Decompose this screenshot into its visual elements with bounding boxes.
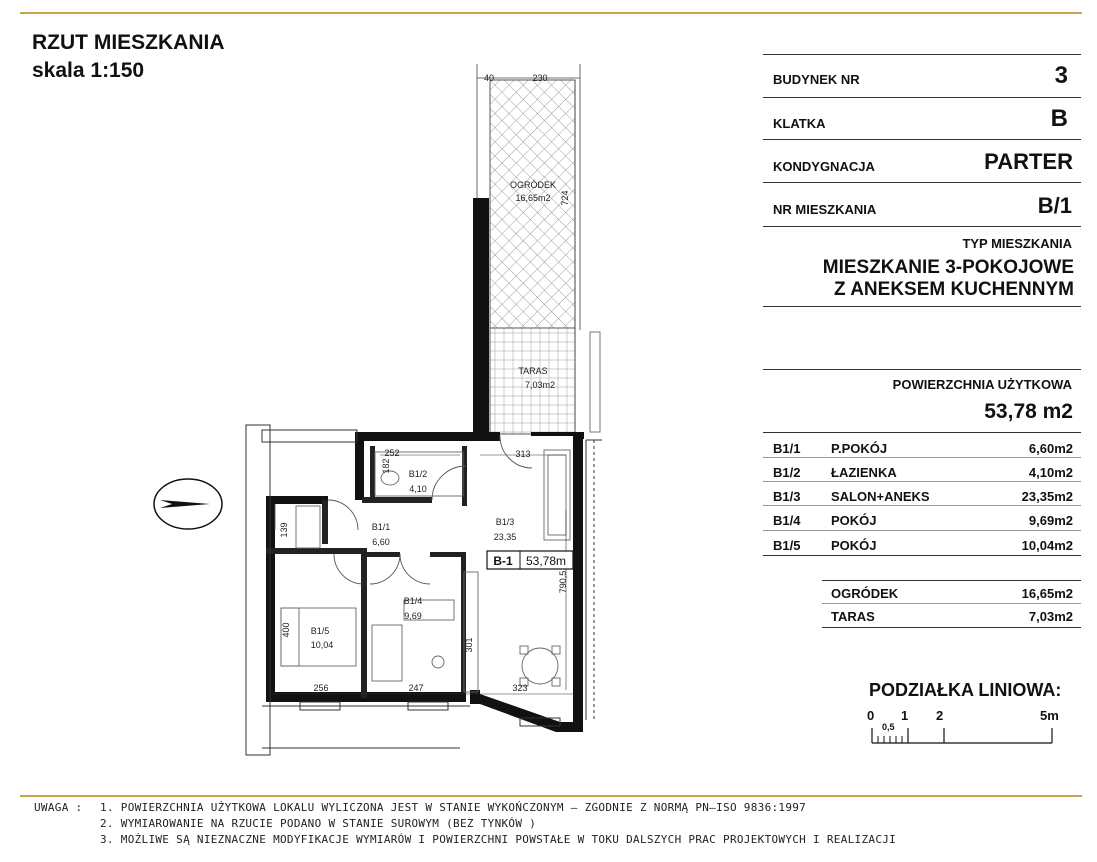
room-b1-2-code: B1/2 (408, 469, 428, 479)
room-area: 10,04m2 (1021, 538, 1073, 553)
scale-bar-graphic (860, 722, 1060, 748)
room-area: 9,69m2 (1028, 513, 1073, 528)
dim-256: 256 (313, 683, 329, 693)
apartment-number-label: NR MIESZKANIA (773, 202, 877, 217)
floor-label: KONDYGNACJA (773, 159, 875, 174)
room-b1-4-area: 9,69 (404, 611, 422, 621)
extra-name: OGRÓDEK (831, 586, 899, 601)
room-area: 6,60m2 (1028, 441, 1073, 456)
room-b1-2-area: 4,10 (409, 484, 427, 494)
floor-value: PARTER (984, 149, 1073, 174)
dim-301: 301 (464, 637, 474, 653)
scale-tick-0: 0 (867, 708, 875, 723)
room-name: ŁAZIENKA (831, 465, 897, 480)
room-name: P.POKÓJ (831, 441, 888, 456)
scale-tick-5m: 5m (1040, 708, 1059, 723)
room-code: B1/2 (773, 465, 801, 480)
scale-tick-2: 2 (936, 708, 944, 723)
room-code: B1/3 (773, 489, 801, 504)
dim-323: 323 (512, 683, 528, 693)
dim-252: 252 (384, 448, 400, 458)
building-label: BUDYNEK NR (773, 72, 860, 87)
apartment-type-line-2: Z ANEKSEM KUCHENNYM (834, 279, 1074, 300)
note-3: 3. MOŻLIWE SĄ NIEZNACZNE MODYFIKACJE WYMIARÓW I POWIERZCHNI POWSTAŁE W TOKU DALSZYCH PRAC PROJEKTOWYCH I REALIZACJI (100, 833, 897, 846)
usable-area-label: POWIERZCHNIA UŻYTKOWA (892, 377, 1072, 392)
room-area: 4,10m2 (1028, 465, 1073, 480)
terrace-area-label: 7,03m2 (524, 380, 556, 390)
extra-name: TARAS (831, 609, 875, 624)
apartment-type-label: TYP MIESZKANIA (962, 236, 1072, 251)
floor-plan (230, 56, 620, 756)
room-name: SALON+ANEKS (831, 489, 930, 504)
apartment-type-line-1: MIESZKANIE 3-POKOJOWE (822, 257, 1074, 278)
bottom-border (20, 795, 1082, 797)
room-b1-3-area: 23,35 (493, 532, 517, 542)
scale-tick-1: 1 (901, 708, 909, 723)
dim-230: 230 (532, 73, 548, 83)
scale-tick-05: 0,5 (882, 722, 895, 732)
north-arrow-icon (150, 476, 226, 532)
staircase-value: B (1050, 105, 1068, 132)
room-b1-1-area: 6,60 (372, 537, 390, 547)
room-b1-4-code: B1/4 (403, 596, 423, 606)
unit-tag: B-1 (493, 554, 513, 568)
page-title: RZUT MIESZKANIA (32, 31, 225, 54)
dim-247: 247 (408, 683, 424, 693)
apartment-type-value (700, 257, 1074, 301)
terrace-label: TARAS (518, 366, 548, 376)
room-code: B1/5 (773, 538, 801, 553)
room-area: 23,35m2 (1021, 489, 1073, 504)
notes-label: UWAGA : (34, 801, 83, 814)
room-b1-5-code: B1/5 (310, 626, 330, 636)
extra-area: 16,65m2 (1021, 586, 1073, 601)
room-b1-3-code: B1/3 (495, 517, 515, 527)
dim-313: 313 (515, 449, 531, 459)
usable-area-value: 53,78 m2 (984, 400, 1073, 423)
garden-label: OGRÓDEK (509, 180, 557, 190)
room-code: B1/4 (773, 513, 801, 528)
room-name: POKÓJ (831, 538, 877, 553)
dim-724: 724 (560, 190, 570, 206)
building-value: 3 (1054, 62, 1068, 89)
extra-area: 7,03m2 (1028, 609, 1073, 624)
note-2: 2. WYMIAROWANIE NA RZUCIE PODANO W STANIE SUROWYM (BEZ TYNKÓW ) (100, 817, 537, 830)
room-b1-1-code: B1/1 (371, 522, 391, 532)
dim-40: 40 (483, 73, 495, 83)
dim-182: 182 (381, 458, 391, 474)
dim-790-5: 790,5 (558, 570, 568, 594)
room-name: POKÓJ (831, 513, 877, 528)
unit-area: 53,78m (525, 554, 567, 568)
scale-bar-title: PODZIAŁKA LINIOWA: (869, 680, 1062, 700)
top-border (20, 12, 1082, 14)
garden-area-label: 16,65m2 (515, 193, 551, 203)
dim-400: 400 (281, 622, 291, 638)
staircase-label: KLATKA (773, 116, 826, 131)
note-1: 1. POWIERZCHNIA UŻYTKOWA LOKALU WYLICZONA JEST W STANIE WYKOŃCZONYM – ZGODNIE Z NORMĄ PN–ISO 9836:1997 (100, 801, 807, 814)
page-scale: skala 1:150 (32, 59, 145, 82)
room-code: B1/1 (773, 441, 801, 456)
dim-139: 139 (279, 522, 289, 538)
apartment-number-value: B/1 (1037, 193, 1072, 218)
room-b1-5-area: 10,04 (310, 640, 334, 650)
